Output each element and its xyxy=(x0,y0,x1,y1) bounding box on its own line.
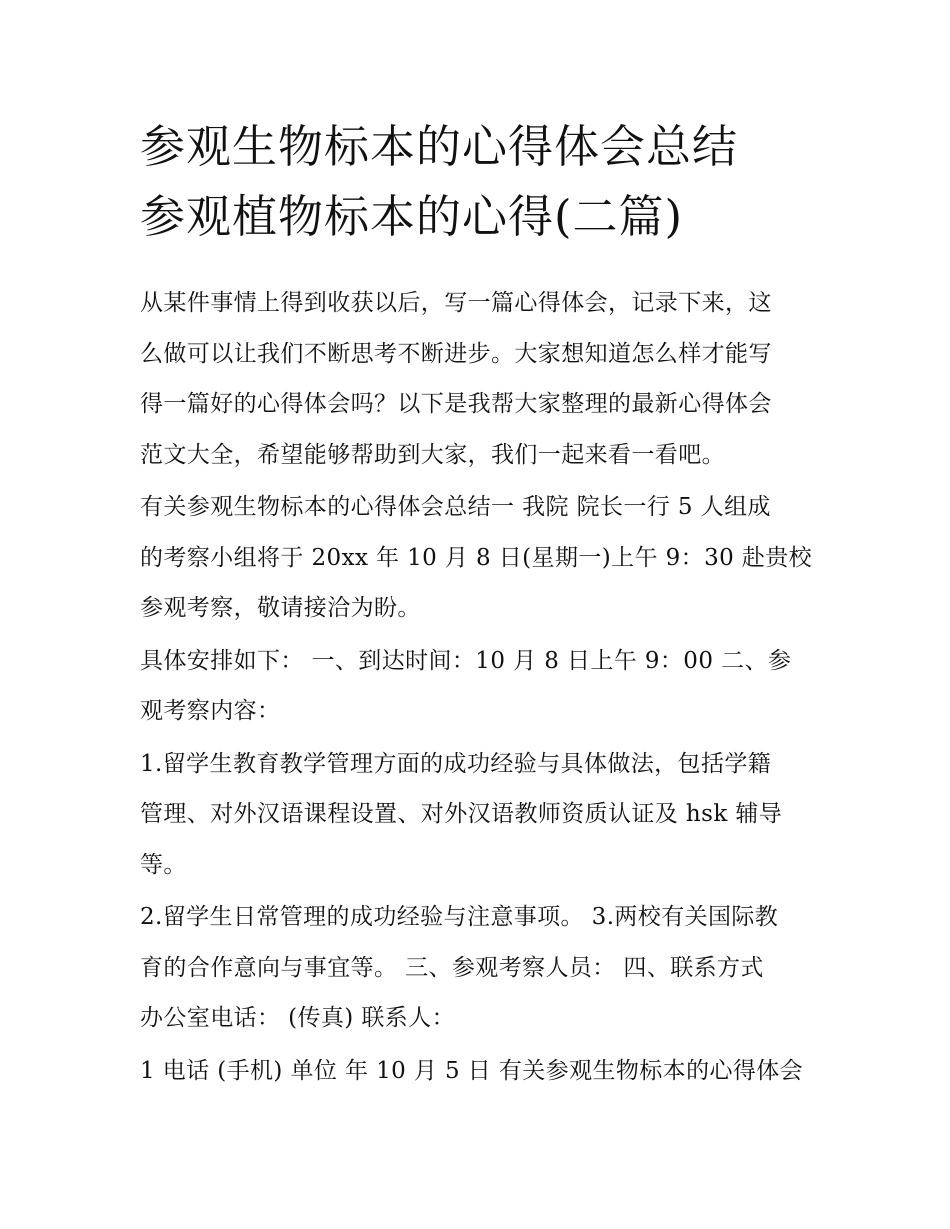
text-line: 得一篇好的心得体会吗？以下是我帮大家整理的最新心得体会 xyxy=(140,391,772,417)
paragraph-item-2 xyxy=(140,892,816,1044)
text-line: 办公室电话： (传真) 联系人： xyxy=(140,1005,455,1031)
paragraph-intro xyxy=(140,278,816,480)
text-line: 具体安排如下： 一、到达时间：10 月 8 日上午 9：00 二、参 xyxy=(140,647,792,674)
text-line: 2.留学生日常管理的成功经验与注意事项。 3.两校有关国际教 xyxy=(140,904,779,930)
text-line: 有关参观生物标本的心得体会总结一 我院 院长一行 5 人组成 xyxy=(140,494,771,520)
text-line: 从某件事情上得到收获以后，写一篇心得体会，记录下来，这 xyxy=(140,290,772,316)
text-line: 么做可以让我们不断思考不断进步。大家想知道怎么样才能写 xyxy=(140,340,772,367)
text-line: 参观考察，敬请接洽为盼。 xyxy=(140,595,421,621)
text-line: 1.留学生教育教学管理方面的成功经验与具体做法，包括学籍 xyxy=(140,750,772,777)
document-title xyxy=(140,112,840,252)
title-line: 参观生物标本的心得体会总结 xyxy=(140,120,739,173)
title-line: 参观植物标本的心得(二篇) xyxy=(140,190,684,243)
text-line: 1 电话 (手机) 单位 年 10 月 5 日 有关参观生物标本的心得体会 xyxy=(140,1057,804,1084)
text-line: 观考察内容： xyxy=(140,698,281,724)
paragraph-item-1 xyxy=(140,739,816,891)
text-line: 范文大全，希望能够帮助到大家，我们一起来看一看吧。 xyxy=(140,441,725,468)
text-line: 育的合作意向与事宜等。 三、参观考察人员： 四、联系方式 xyxy=(140,954,764,981)
paragraph-visit-notice xyxy=(140,482,816,634)
document-body xyxy=(140,278,816,1098)
text-line: 等。 xyxy=(140,851,187,878)
text-line: 的考察小组将于 20xx 年 10 月 8 日(星期一)上午 9：30 赴贵校 xyxy=(140,544,813,571)
paragraph-schedule xyxy=(140,636,816,737)
text-line: 管理、对外汉语课程设置、对外汉语教师资质认证及 hsk 辅导 xyxy=(140,801,783,827)
paragraph-contact xyxy=(140,1046,816,1097)
